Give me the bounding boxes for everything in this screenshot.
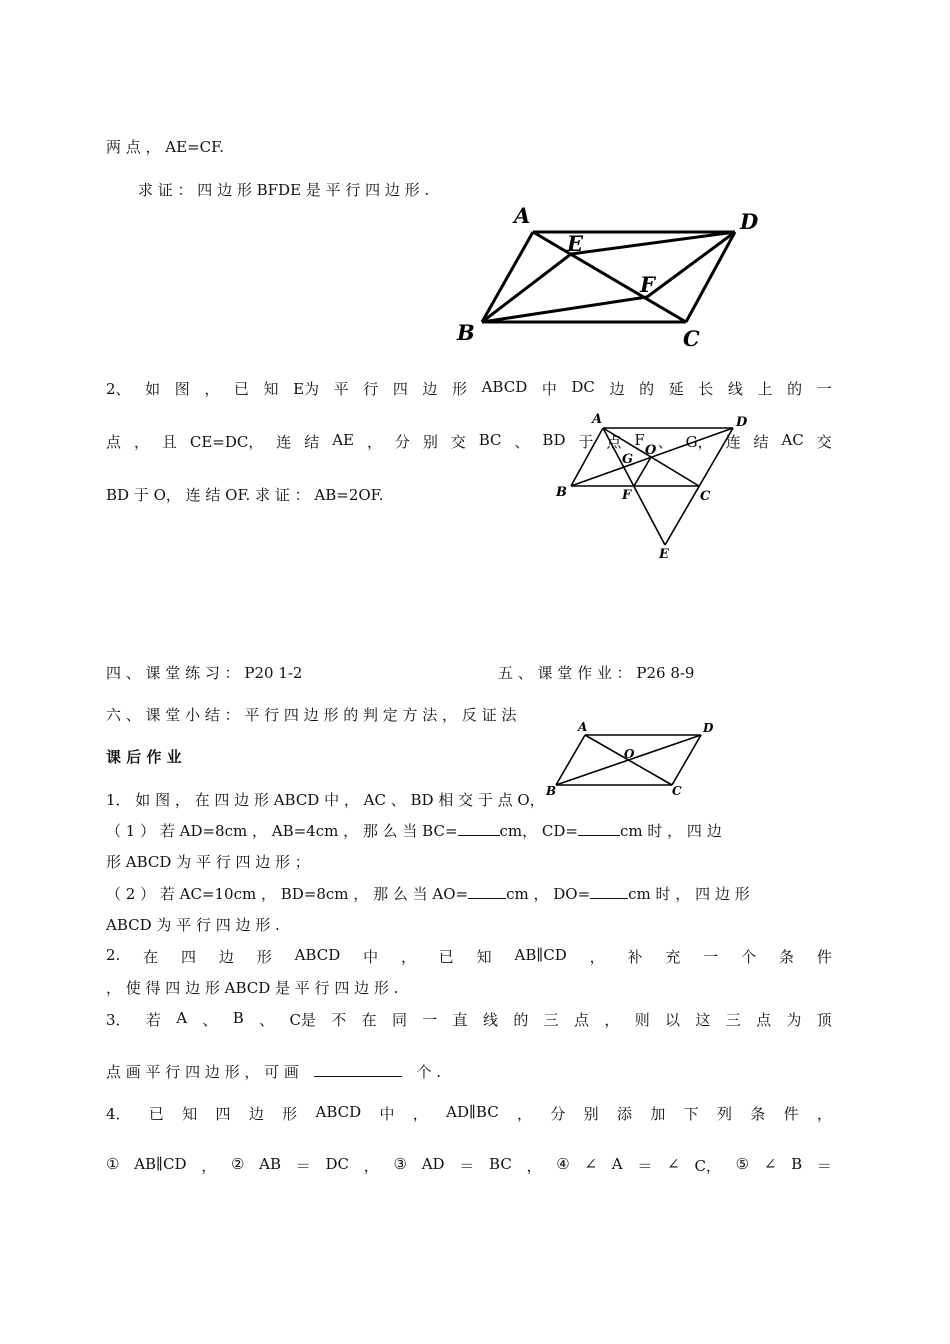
homework-q2-line1 [106,946,832,967]
problem2-line2-token: ， [366,433,382,451]
q4-line1-token: AD∥BC [446,1103,499,1121]
problem2-line1-token: 的 [639,380,655,398]
homework-q1-intro: 1． 如 图 ， 在 四 边 形 ABCD 中 ， AC 、 BD 相 交 于 点 O， [106,791,545,809]
problem2-line2-token: 交 [816,433,832,451]
q4-line1-token: ABCD [315,1103,362,1121]
q3-line1-token: 为 [786,1011,802,1029]
q1-part1-text-b: cm， CD= [499,822,578,840]
problem2-line2-token: BC [478,431,502,449]
q1-part1-text-c: cm 时 ， 四 边 [620,822,722,840]
q4-line2-token: ＝ [459,1157,475,1175]
q4-line2-token: C， [694,1157,721,1175]
problem2-line2-token: 分 [394,433,410,451]
fig3-label-O: O [624,747,635,761]
q1-cd-blank[interactable] [578,821,620,836]
q3-line1-token: ， [604,1011,620,1029]
q3-line1-token: 同 [391,1011,407,1029]
q4-line2-token: ， [363,1157,379,1175]
problem2-line1-token: 行 [363,380,379,398]
q1-bc-blank[interactable] [458,821,500,836]
problem1-line2: 求 证 ： 四 边 形 BFDE 是 平 行 四 边 形 . [138,181,430,199]
problem2-line1-token: ， [204,380,220,398]
homework-q2-line2: ， 使 得 四 边 形 ABCD 是 平 行 四 边 形 . [106,979,399,997]
problem2-line1-token: 延 [668,380,684,398]
fig3-edge-DC [672,735,701,785]
homework-q4-line2 [106,1155,832,1176]
q3-line1-token: 则 [634,1011,650,1029]
problem2-line2-token: 点 [606,433,622,451]
q3-line1-token: 以 [665,1011,681,1029]
fig2-label-B: B [556,485,567,500]
q4-line1-token: 加 [650,1105,666,1123]
problem2-line1-token: 长 [698,380,714,398]
problem2-line2-token: BD [542,431,566,449]
fig1-label-B: B [457,320,475,345]
q3-line1-token: 三 [725,1011,741,1029]
section6-summary: 六 、 课 堂 小 结 ： 平 行 四 边 形 的 判 定 方 法 ， 反 证 法 [106,706,517,724]
section4-classroom-practice: 四 、 课 堂 练 习 ： P20 1-2 [106,664,303,682]
q3-line2-text-a: 点 画 平 行 四 边 形 ， 可 画 [106,1063,299,1081]
problem2-line1-token: DC [571,378,595,396]
homework-q1-part1-cont: 形 ABCD 为 平 行 四 边 形 ； [106,853,310,871]
q2-line1-token: 补 [627,948,643,966]
problem2-line1-token: 已 [233,380,249,398]
fig1-label-E: E [567,231,584,256]
q4-line1-token: 列 [716,1105,732,1123]
problem2-line1-token: 一 [816,380,832,398]
problem2-line2-token: G， [685,433,713,451]
problem2-line1-token: E为 [293,380,320,398]
q3-line1-token: 三 [543,1011,559,1029]
q3-line1-token: A [176,1009,188,1027]
q2-line1-token: 边 [218,948,234,966]
q4-line2-token: B [791,1155,803,1173]
q3-line1-token: 一 [422,1011,438,1029]
fig1-label-A: A [514,203,531,228]
q4-line1-token: 条 [750,1105,766,1123]
problem2-line2-token: 点 [106,433,122,451]
fig3-label-A: A [578,720,588,734]
fig2-label-D: D [736,415,748,430]
homework-q1-part1 [106,820,832,841]
q4-line2-token: ＝ [637,1157,653,1175]
q4-line1-token: ， [816,1105,832,1123]
problem2-line2-token: AC [781,431,804,449]
q4-line2-token: ① [106,1155,120,1173]
q2-line1-token: 一 [703,948,719,966]
fig1-label-C: C [683,326,700,351]
q3-line1-token: 若 [145,1011,161,1029]
fig3-label-B: B [546,784,557,798]
problem2-line2-token: 连 [725,433,741,451]
fig1-label-D: D [740,209,759,234]
q3-line1-token: 3． [106,1011,131,1029]
q4-line2-token: AD [421,1155,445,1173]
problem2-line2-token: 别 [422,433,438,451]
q3-line1-token: 的 [513,1011,529,1029]
q4-line2-token: ③ [393,1155,407,1173]
problem2-line1-token: 边 [609,380,625,398]
q4-line1-token: ， [517,1105,533,1123]
q4-line1-token: 边 [248,1105,264,1123]
q4-line2-token: ② [230,1155,245,1173]
problem1-line1: 两 点 ， AE=CF. [106,138,224,156]
q4-line1-token: 4． [106,1105,131,1123]
q2-line1-token: 充 [665,948,681,966]
q4-line2-token: ， [526,1157,542,1175]
q4-line2-token: ＝ [295,1157,311,1175]
q4-line2-token: ∠ [667,1155,680,1173]
q4-line2-token: ⑤ [735,1155,750,1173]
q2-line1-token: 知 [476,948,492,966]
fig2-label-O: O [645,443,657,458]
problem2-line3-text: BD 于 O， 连 结 OF. 求 证 ： AB=2OF. [106,486,384,504]
q3-line1-token: 点 [574,1011,590,1029]
problem2-line2-token: 结 [304,433,320,451]
q2-line1-token: ABCD [294,946,341,964]
q2-line1-token: 四 [181,948,197,966]
problem2-line2-token: 、 [657,433,673,451]
q4-line2-token: ∠ [763,1155,777,1173]
q3-line1-token: 顶 [816,1011,832,1029]
problem2-line2-token: 于 [578,433,594,451]
problem2-line1-token: 知 [263,380,279,398]
problem2-line2-token: ， [133,433,149,451]
fig3-edge-AB [556,735,585,785]
q3-line1-token: 、 [259,1011,275,1029]
q4-line1-token: 四 [215,1105,231,1123]
q2-line1-token: ， [400,948,416,966]
q4-line2-token: AB∥CD [134,1155,187,1173]
q2-line1-token: 个 [741,948,757,966]
section5-classroom-homework: 五 、 课 堂 作 业 ： P26 8-9 [498,664,695,682]
q3-line2-text-b: 个 . [416,1063,442,1081]
fig2-label-C: C [700,489,711,504]
problem2-line1-token: 如 [145,380,161,398]
q4-line1-token: 下 [683,1105,699,1123]
fig1-label-F: F [640,272,655,297]
problem2-line1-token: 边 [422,380,438,398]
q3-line1-token: 、 [202,1011,218,1029]
q4-line1-token: 添 [616,1105,632,1123]
q4-line1-token: 知 [182,1105,198,1123]
q3-line1-token: 这 [695,1011,711,1029]
q4-line2-token: ∠ [584,1155,598,1173]
homework-q3-line2 [106,1061,832,1082]
q1-part2-text-c: cm 时 ， 四 边 形 [628,885,750,903]
q4-line2-token: ， [201,1157,217,1175]
q4-line2-token: AB [259,1155,282,1173]
q4-line2-token: DC [325,1155,350,1173]
q1-do-blank[interactable] [590,884,628,899]
q1-ao-blank[interactable] [468,884,506,899]
fig3-label-C: C [672,784,682,798]
problem2-line2-token: 交 [450,433,466,451]
homework-q1-part2 [106,883,832,904]
q4-line1-token: 已 [148,1105,164,1123]
fig2-label-A: A [592,412,603,427]
q4-line1-token: 中 [379,1105,395,1123]
problem2-line2-token: AE [332,431,354,449]
problem2-line1-token: 2、 [106,380,131,398]
problem2-line1-token: 线 [727,380,743,398]
q2-line1-token: 在 [143,948,159,966]
problem2-line1-token: ABCD [481,378,528,396]
q3-line1-token: 直 [452,1011,468,1029]
problem2-line1-token: 四 [392,380,408,398]
q1-part2-text-b: cm ， DO= [506,885,591,903]
problem2-line2-token: F [634,431,645,449]
q4-line2-token: BC [489,1155,512,1173]
homework-title: 课 后 作 业 [106,748,182,766]
q3-line1-token: 不 [331,1011,347,1029]
fig3-label-D: D [703,721,714,735]
problem2-line1-token: 形 [452,380,468,398]
q2-line1-token: 2. [106,946,121,964]
q2-line1-token: 形 [256,948,272,966]
homework-q4-line1 [106,1103,832,1124]
q4-line2-token: A [611,1155,623,1173]
homework-q1-part2-cont: ABCD 为 平 行 四 边 形 . [106,916,280,934]
problem2-line2-token: 、 [514,433,530,451]
q2-line1-token: 条 [778,948,794,966]
q3-line1-token: B [232,1009,244,1027]
q3-count-blank[interactable] [314,1062,402,1077]
q2-line1-token: 已 [438,948,454,966]
fig2-label-G: G [622,452,634,467]
problem2-line1-token: 平 [333,380,349,398]
q4-line2-token: ④ [556,1155,570,1173]
q4-line1-token: ， [412,1105,428,1123]
q4-line1-token: 形 [282,1105,298,1123]
q2-line1-token: ， [589,948,605,966]
problem2-line2-token: 且 [161,433,177,451]
q1-part2-text-a: （ 2 ） 若 AC=10cm ， BD=8cm ， 那 么 当 AO= [106,885,469,903]
fig2-label-E: E [659,547,669,562]
q4-line1-token: 件 [783,1105,799,1123]
homework-q3-line1 [106,1009,832,1030]
q1-part1-text-a: （ 1 ） 若 AD=8cm ， AB=4cm ， 那 么 当 BC= [106,822,458,840]
q3-line1-token: 线 [482,1011,498,1029]
q3-line1-token: 在 [361,1011,377,1029]
q2-line1-token: AB∥CD [514,946,567,964]
q2-line1-token: 中 [363,948,379,966]
problem2-line1-token: 图 [174,380,190,398]
q3-line1-token: 点 [756,1011,772,1029]
q2-line1-token: 件 [816,948,832,966]
problem2-line2-token: 结 [753,433,769,451]
problem2-line2-token: 连 [276,433,292,451]
q4-line1-token: 别 [583,1105,599,1123]
q3-line1-token: C是 [289,1011,316,1029]
fig2-label-F: F [622,488,632,503]
problem2-line2-token: CE=DC， [189,433,264,451]
q4-line1-token: 分 [550,1105,566,1123]
q4-line2-token: ＝ [816,1157,832,1175]
problem2-line1-token: 上 [757,380,773,398]
problem2-line1-token: 中 [541,380,557,398]
problem2-line1-token: 的 [787,380,803,398]
